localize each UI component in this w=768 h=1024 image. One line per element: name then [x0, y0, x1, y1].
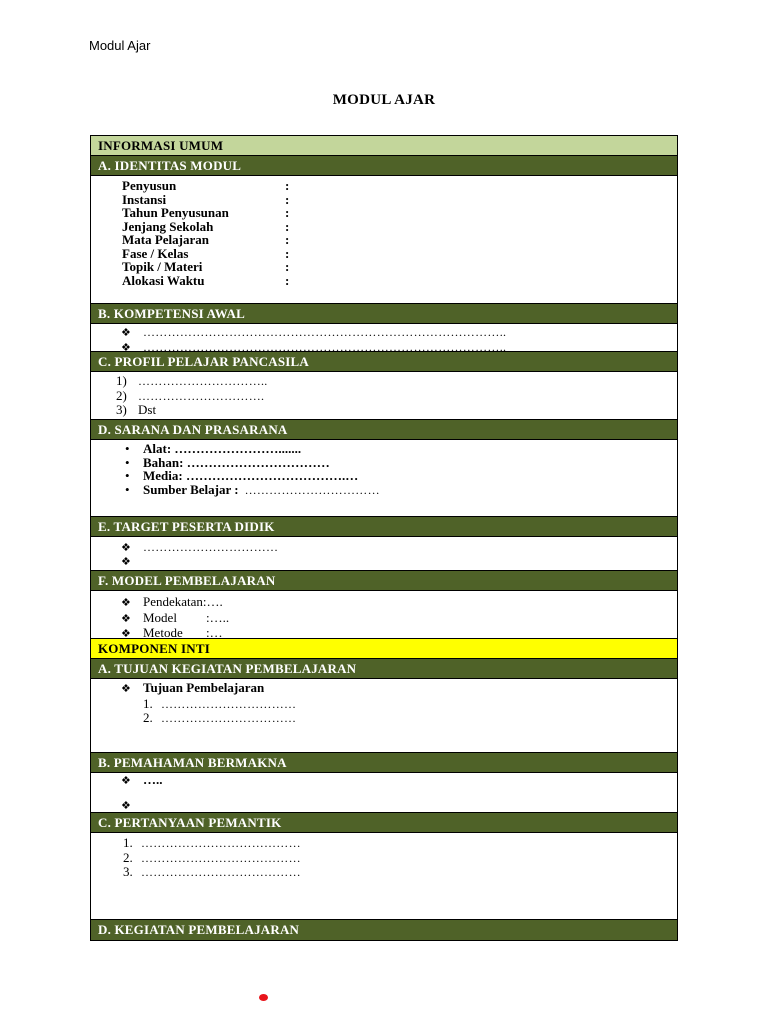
list-item[interactable]: 1) …………………………..: [116, 373, 268, 388]
diamond-bullet-icon: ❖: [121, 341, 131, 354]
list-item[interactable]: 1. …………………………………: [123, 835, 301, 850]
list-item[interactable]: [121, 556, 278, 570]
list-item[interactable]: • Sumber Belajar : ……………………………: [125, 481, 380, 497]
field-row[interactable]: Fase / Kelas :: [122, 245, 290, 261]
list-item[interactable]: 2) ………………………….: [116, 387, 265, 403]
section-tujuan-heading: A. TUJUAN KEGIATAN PEMBELAJARAN: [91, 659, 677, 679]
diamond-bullet-icon: ❖: [121, 683, 131, 695]
list-item[interactable]: ❖ ……………………………………………………………………………..: [121, 339, 507, 354]
diamond-bullet-icon: ❖: [121, 612, 131, 625]
module-form: [90, 135, 678, 941]
target-body: [91, 537, 677, 571]
identitas-body: [91, 176, 677, 304]
list-item[interactable]: 2. ……………………………: [143, 710, 297, 725]
list-item[interactable]: ❖ Model :…..: [121, 609, 230, 625]
list-item[interactable]: • Alat: …………………….......: [125, 441, 302, 456]
profil-body: [91, 372, 677, 420]
list-item[interactable]: ❖ ……………………………: [121, 540, 279, 554]
list-item[interactable]: 1. ……………………………: [143, 695, 297, 711]
disc-bullet-icon: •: [125, 468, 130, 483]
list-item[interactable]: ❖ Tujuan Pembelajaran: [121, 680, 265, 695]
sarana-body: [91, 440, 677, 517]
field-row[interactable]: Penyusun :: [122, 178, 290, 193]
field-row[interactable]: Mata Pelajaran :: [122, 232, 290, 247]
identitas-fields: [122, 179, 289, 287]
running-header: Modul Ajar: [89, 38, 151, 53]
section-kompetensi-heading: B. KOMPETENSI AWAL: [91, 304, 677, 324]
field-row[interactable]: Topik / Materi :: [122, 259, 290, 274]
model-body: [91, 591, 677, 639]
disc-bullet-icon: •: [125, 441, 130, 456]
list-item[interactable]: ❖ Metode :…: [121, 625, 223, 640]
disc-bullet-icon: •: [125, 454, 130, 470]
kompetensi-body: [91, 324, 677, 352]
list-item[interactable]: ❖ Pendekatan :….: [121, 594, 223, 609]
list-item[interactable]: • Bahan: ……………………………: [125, 454, 330, 470]
list-item[interactable]: 3) Dst: [116, 402, 157, 417]
red-dot-marker: [259, 994, 268, 1001]
field-row[interactable]: Tahun Penyusunan :: [122, 205, 290, 220]
section-sarana-heading: D. SARANA DAN PRASARANA: [91, 420, 677, 440]
diamond-bullet-icon: ❖: [121, 628, 131, 640]
pertanyaan-body: [91, 833, 677, 920]
list-item[interactable]: [121, 800, 163, 813]
field-row[interactable]: Jenjang Sekolah :: [122, 218, 290, 234]
pemahaman-body: [91, 773, 677, 813]
list-item[interactable]: • Media: ……………………………….…: [125, 468, 359, 483]
disc-bullet-icon: •: [125, 481, 130, 497]
section-pertanyaan-heading: C. PERTANYAAN PEMANTIK: [91, 813, 677, 833]
diamond-bullet-icon: ❖: [121, 542, 131, 554]
field-row[interactable]: Alokasi Waktu :: [122, 272, 290, 288]
diamond-bullet-icon: ❖: [121, 597, 131, 609]
section-informasi-umum: INFORMASI UMUM: [91, 136, 677, 156]
section-profil-heading: C. PROFIL PELAJAR PANCASILA: [91, 352, 677, 372]
diamond-bullet-icon: ❖: [121, 775, 131, 787]
section-identitas-heading: A. IDENTITAS MODUL: [91, 156, 677, 176]
document-title: MODUL AJAR: [332, 92, 436, 108]
section-kegiatan-heading: D. KEGIATAN PEMBELAJARAN: [91, 920, 677, 940]
list-item[interactable]: ❖ …..: [121, 772, 163, 787]
section-model-heading: F. MODEL PEMBELAJARAN: [91, 571, 677, 591]
tujuan-body: [91, 679, 677, 753]
list-item[interactable]: ❖ ……………………………………………………………………………..: [121, 325, 507, 339]
section-pemahaman-heading: B. PEMAHAMAN BERMAKNA: [91, 753, 677, 773]
section-komponen-inti: KOMPONEN INTI: [91, 639, 677, 659]
field-row[interactable]: Instansi :: [122, 191, 290, 207]
diamond-bullet-icon: ❖: [121, 327, 131, 339]
section-target-heading: E. TARGET PESERTA DIDIK: [91, 517, 677, 537]
list-item[interactable]: 3. …………………………………: [123, 864, 301, 879]
diamond-bullet-icon: ❖: [121, 800, 131, 812]
diamond-bullet-icon: ❖: [121, 555, 131, 568]
list-item[interactable]: 2. …………………………………: [123, 849, 301, 865]
